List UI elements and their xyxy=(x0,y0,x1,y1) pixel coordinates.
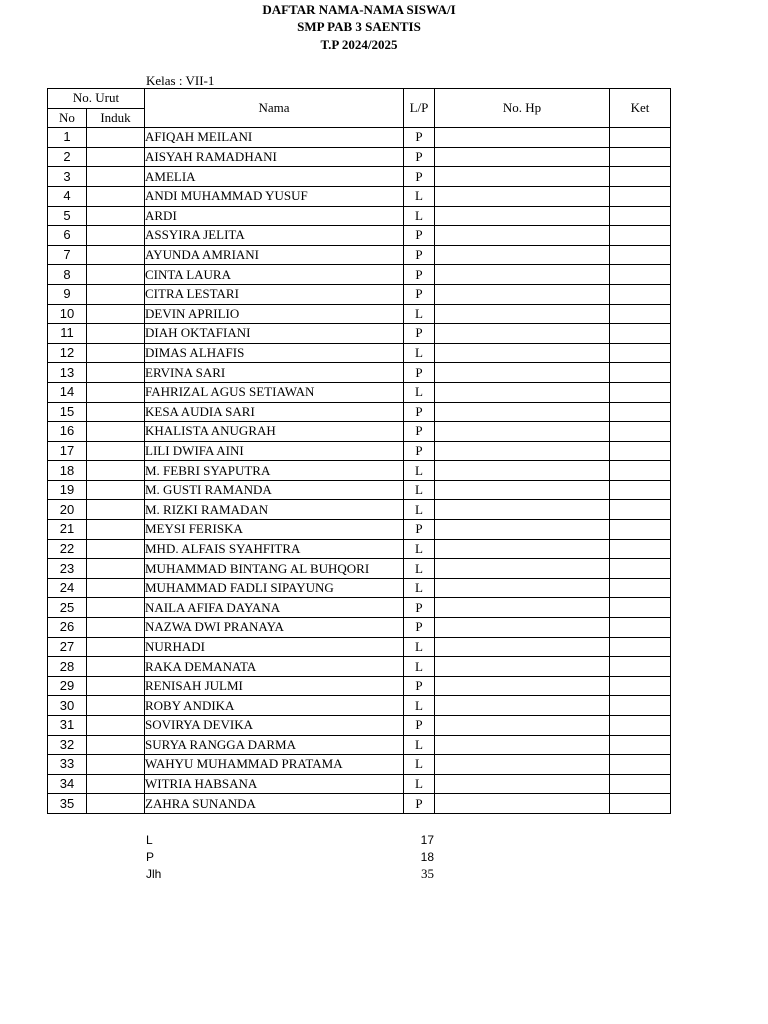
school-year: T.P 2024/2025 xyxy=(320,37,398,52)
student-no: 10 xyxy=(48,304,87,324)
student-no: 32 xyxy=(48,735,87,755)
student-name: NAILA AFIFA DAYANA xyxy=(145,598,404,618)
student-gender: L xyxy=(404,382,435,402)
student-phone xyxy=(435,324,610,344)
column-header-no: No xyxy=(48,108,87,128)
student-no: 22 xyxy=(48,539,87,559)
student-induk xyxy=(87,657,145,677)
student-note xyxy=(610,167,671,187)
student-phone xyxy=(435,245,610,265)
student-gender: L xyxy=(404,774,435,794)
student-roster-table xyxy=(47,88,671,814)
student-name: RENISAH JULMI xyxy=(145,676,404,696)
table-row xyxy=(48,304,671,324)
student-gender: P xyxy=(404,147,435,167)
student-gender: L xyxy=(404,578,435,598)
student-note xyxy=(610,186,671,206)
student-gender: L xyxy=(404,500,435,520)
student-name: KHALISTA ANUGRAH xyxy=(145,422,404,442)
student-note xyxy=(610,735,671,755)
student-name: ASSYIRA JELITA xyxy=(145,226,404,246)
student-no: 8 xyxy=(48,265,87,285)
student-phone xyxy=(435,480,610,500)
student-phone xyxy=(435,520,610,540)
student-note xyxy=(610,755,671,775)
student-name: M. FEBRI SYAPUTRA xyxy=(145,461,404,481)
table-row xyxy=(48,422,671,442)
student-phone xyxy=(435,284,610,304)
student-no: 15 xyxy=(48,402,87,422)
student-induk xyxy=(87,559,145,579)
student-name: M. GUSTI RAMANDA xyxy=(145,480,404,500)
student-name: MHD. ALFAIS SYAHFITRA xyxy=(145,539,404,559)
student-name: LILI DWIFA AINI xyxy=(145,441,404,461)
student-no: 14 xyxy=(48,382,87,402)
student-induk xyxy=(87,206,145,226)
student-name: NURHADI xyxy=(145,637,404,657)
student-gender: P xyxy=(404,422,435,442)
table-row xyxy=(48,402,671,422)
student-no: 33 xyxy=(48,755,87,775)
student-note xyxy=(610,774,671,794)
student-no: 5 xyxy=(48,206,87,226)
table-row xyxy=(48,480,671,500)
table-row xyxy=(48,147,671,167)
student-no: 23 xyxy=(48,559,87,579)
student-name: ZAHRA SUNANDA xyxy=(145,794,404,814)
student-no: 27 xyxy=(48,637,87,657)
student-no: 26 xyxy=(48,618,87,638)
student-no: 24 xyxy=(48,578,87,598)
table-row xyxy=(48,343,671,363)
table-row xyxy=(48,245,671,265)
student-phone xyxy=(435,637,610,657)
student-induk xyxy=(87,245,145,265)
table-row xyxy=(48,578,671,598)
student-name: DIMAS ALHAFIS xyxy=(145,343,404,363)
student-gender: P xyxy=(404,618,435,638)
table-row xyxy=(48,128,671,148)
student-name: FAHRIZAL AGUS SETIAWAN xyxy=(145,382,404,402)
student-note xyxy=(610,696,671,716)
student-name: MEYSI FERISKA xyxy=(145,520,404,540)
student-induk xyxy=(87,304,145,324)
student-no: 12 xyxy=(48,343,87,363)
student-no: 34 xyxy=(48,774,87,794)
student-induk xyxy=(87,696,145,716)
student-gender: L xyxy=(404,186,435,206)
student-phone xyxy=(435,167,610,187)
student-induk xyxy=(87,128,145,148)
student-note xyxy=(610,324,671,344)
student-gender: P xyxy=(404,676,435,696)
student-no: 3 xyxy=(48,167,87,187)
student-phone xyxy=(435,363,610,383)
student-gender: L xyxy=(404,696,435,716)
student-phone xyxy=(435,618,610,638)
student-gender: P xyxy=(404,128,435,148)
student-note xyxy=(610,128,671,148)
class-label: Kelas : VII-1 xyxy=(146,73,215,88)
student-name: AFIQAH MEILANI xyxy=(145,128,404,148)
student-note xyxy=(610,422,671,442)
student-gender: L xyxy=(404,461,435,481)
student-no: 16 xyxy=(48,422,87,442)
table-row xyxy=(48,206,671,226)
student-name: AISYAH RAMADHANI xyxy=(145,147,404,167)
student-gender: L xyxy=(404,559,435,579)
student-gender: L xyxy=(404,637,435,657)
table-row xyxy=(48,363,671,383)
student-phone xyxy=(435,735,610,755)
table-row xyxy=(48,637,671,657)
student-phone xyxy=(435,382,610,402)
student-gender: P xyxy=(404,226,435,246)
student-note xyxy=(610,284,671,304)
student-induk xyxy=(87,441,145,461)
student-induk xyxy=(87,716,145,736)
student-induk xyxy=(87,363,145,383)
student-name: SOVIRYA DEVIKA xyxy=(145,716,404,736)
document-title: DAFTAR NAMA-NAMA SISWA/I xyxy=(262,2,456,17)
column-header-lp: L/P xyxy=(404,89,435,128)
student-note xyxy=(610,598,671,618)
student-phone xyxy=(435,716,610,736)
student-induk xyxy=(87,480,145,500)
student-gender: L xyxy=(404,480,435,500)
student-note xyxy=(610,343,671,363)
student-induk xyxy=(87,402,145,422)
student-gender: P xyxy=(404,441,435,461)
student-phone xyxy=(435,226,610,246)
column-header-no-urut: No. Urut xyxy=(48,89,145,109)
student-induk xyxy=(87,676,145,696)
student-phone xyxy=(435,461,610,481)
student-name: ANDI MUHAMMAD YUSUF xyxy=(145,186,404,206)
student-gender: P xyxy=(404,402,435,422)
student-no: 6 xyxy=(48,226,87,246)
summary-jlh-value: 35 xyxy=(421,866,434,881)
student-gender: P xyxy=(404,794,435,814)
column-header-induk: Induk xyxy=(87,108,145,128)
student-note xyxy=(610,539,671,559)
student-note xyxy=(610,402,671,422)
column-header-ket: Ket xyxy=(610,89,671,128)
summary-jlh-label: Jlh xyxy=(146,867,162,881)
student-note xyxy=(610,578,671,598)
summary-l-label: L xyxy=(146,833,153,847)
student-phone xyxy=(435,559,610,579)
student-induk xyxy=(87,774,145,794)
student-note xyxy=(610,382,671,402)
student-name: DEVIN APRILIO xyxy=(145,304,404,324)
student-phone xyxy=(435,794,610,814)
table-row xyxy=(48,382,671,402)
student-no: 19 xyxy=(48,480,87,500)
student-induk xyxy=(87,539,145,559)
table-row xyxy=(48,265,671,285)
student-gender: P xyxy=(404,265,435,285)
table-row xyxy=(48,186,671,206)
student-name: KESA AUDIA SARI xyxy=(145,402,404,422)
header-row-top xyxy=(48,89,671,109)
student-induk xyxy=(87,422,145,442)
table-row xyxy=(48,559,671,579)
student-induk xyxy=(87,637,145,657)
student-gender: P xyxy=(404,245,435,265)
student-gender: P xyxy=(404,167,435,187)
student-name: RAKA DEMANATA xyxy=(145,657,404,677)
student-gender: L xyxy=(404,755,435,775)
student-induk xyxy=(87,598,145,618)
student-gender: L xyxy=(404,343,435,363)
student-phone xyxy=(435,304,610,324)
table-row xyxy=(48,284,671,304)
student-name: DIAH OKTAFIANI xyxy=(145,324,404,344)
student-induk xyxy=(87,284,145,304)
student-phone xyxy=(435,578,610,598)
table-row xyxy=(48,598,671,618)
student-induk xyxy=(87,500,145,520)
student-induk xyxy=(87,520,145,540)
student-phone xyxy=(435,441,610,461)
student-note xyxy=(610,265,671,285)
roster-body xyxy=(48,128,671,814)
student-phone xyxy=(435,265,610,285)
table-row xyxy=(48,500,671,520)
student-name: NAZWA DWI PRANAYA xyxy=(145,618,404,638)
student-induk xyxy=(87,186,145,206)
table-row xyxy=(48,167,671,187)
student-name: M. RIZKI RAMADAN xyxy=(145,500,404,520)
table-row xyxy=(48,716,671,736)
student-note xyxy=(610,559,671,579)
student-phone xyxy=(435,676,610,696)
student-induk xyxy=(87,578,145,598)
student-note xyxy=(610,676,671,696)
table-row xyxy=(48,324,671,344)
student-name: MUHAMMAD BINTANG AL BUHQORI xyxy=(145,559,404,579)
student-phone xyxy=(435,755,610,775)
student-note xyxy=(610,716,671,736)
student-note xyxy=(610,226,671,246)
table-row xyxy=(48,735,671,755)
student-gender: P xyxy=(404,716,435,736)
table-row xyxy=(48,774,671,794)
table-row xyxy=(48,618,671,638)
column-header-nama: Nama xyxy=(145,89,404,128)
table-row xyxy=(48,226,671,246)
student-no: 20 xyxy=(48,500,87,520)
table-row xyxy=(48,657,671,677)
student-name: MUHAMMAD FADLI SIPAYUNG xyxy=(145,578,404,598)
student-no: 28 xyxy=(48,657,87,677)
student-induk xyxy=(87,461,145,481)
student-no: 11 xyxy=(48,324,87,344)
student-no: 30 xyxy=(48,696,87,716)
student-note xyxy=(610,245,671,265)
student-gender: L xyxy=(404,735,435,755)
student-phone xyxy=(435,206,610,226)
student-gender: P xyxy=(404,324,435,344)
summary-l-value: 17 xyxy=(420,833,434,847)
student-induk xyxy=(87,226,145,246)
student-induk xyxy=(87,324,145,344)
student-note xyxy=(610,500,671,520)
table-row xyxy=(48,539,671,559)
student-phone xyxy=(435,422,610,442)
student-name: ROBY ANDIKA xyxy=(145,696,404,716)
student-induk xyxy=(87,794,145,814)
student-no: 9 xyxy=(48,284,87,304)
student-phone xyxy=(435,128,610,148)
student-phone xyxy=(435,402,610,422)
student-induk xyxy=(87,382,145,402)
student-note xyxy=(610,618,671,638)
student-no: 4 xyxy=(48,186,87,206)
table-row xyxy=(48,755,671,775)
student-note xyxy=(610,441,671,461)
student-note xyxy=(610,461,671,481)
column-header-no-hp: No. Hp xyxy=(435,89,610,128)
student-phone xyxy=(435,774,610,794)
student-gender: P xyxy=(404,598,435,618)
student-name: CITRA LESTARI xyxy=(145,284,404,304)
student-phone xyxy=(435,696,610,716)
table-row xyxy=(48,461,671,481)
student-no: 7 xyxy=(48,245,87,265)
student-gender: L xyxy=(404,657,435,677)
student-gender: P xyxy=(404,363,435,383)
student-note xyxy=(610,147,671,167)
student-induk xyxy=(87,618,145,638)
student-phone xyxy=(435,343,610,363)
student-no: 2 xyxy=(48,147,87,167)
table-row xyxy=(48,794,671,814)
student-note xyxy=(610,637,671,657)
student-name: ARDI xyxy=(145,206,404,226)
student-induk xyxy=(87,167,145,187)
student-gender: L xyxy=(404,304,435,324)
student-name: SURYA RANGGA DARMA xyxy=(145,735,404,755)
student-no: 35 xyxy=(48,794,87,814)
summary-p-label: P xyxy=(146,850,155,864)
student-gender: L xyxy=(404,206,435,226)
student-induk xyxy=(87,265,145,285)
student-induk xyxy=(87,735,145,755)
student-no: 13 xyxy=(48,363,87,383)
student-phone xyxy=(435,500,610,520)
student-phone xyxy=(435,657,610,677)
student-no: 1 xyxy=(48,128,87,148)
student-phone xyxy=(435,186,610,206)
student-gender: P xyxy=(404,520,435,540)
student-name: WITRIA HABSANA xyxy=(145,774,404,794)
student-phone xyxy=(435,147,610,167)
student-note xyxy=(610,520,671,540)
table-row xyxy=(48,441,671,461)
student-phone xyxy=(435,598,610,618)
student-name: AYUNDA AMRIANI xyxy=(145,245,404,265)
student-note xyxy=(610,794,671,814)
table-row xyxy=(48,696,671,716)
student-name: WAHYU MUHAMMAD PRATAMA xyxy=(145,755,404,775)
student-induk xyxy=(87,755,145,775)
table-row xyxy=(48,520,671,540)
student-name: CINTA LAURA xyxy=(145,265,404,285)
student-note xyxy=(610,363,671,383)
student-no: 25 xyxy=(48,598,87,618)
student-no: 21 xyxy=(48,520,87,540)
student-note xyxy=(610,657,671,677)
student-no: 18 xyxy=(48,461,87,481)
student-gender: L xyxy=(404,539,435,559)
student-no: 31 xyxy=(48,716,87,736)
student-phone xyxy=(435,539,610,559)
student-gender: P xyxy=(404,284,435,304)
student-name: AMELIA xyxy=(145,167,404,187)
summary-p-value: 18 xyxy=(420,850,434,864)
student-induk xyxy=(87,147,145,167)
student-induk xyxy=(87,343,145,363)
student-no: 29 xyxy=(48,676,87,696)
school-name: SMP PAB 3 SAENTIS xyxy=(297,19,421,34)
table-row xyxy=(48,676,671,696)
student-note xyxy=(610,304,671,324)
student-name: ERVINA SARI xyxy=(145,363,404,383)
student-note xyxy=(610,206,671,226)
student-note xyxy=(610,480,671,500)
student-no: 17 xyxy=(48,441,87,461)
